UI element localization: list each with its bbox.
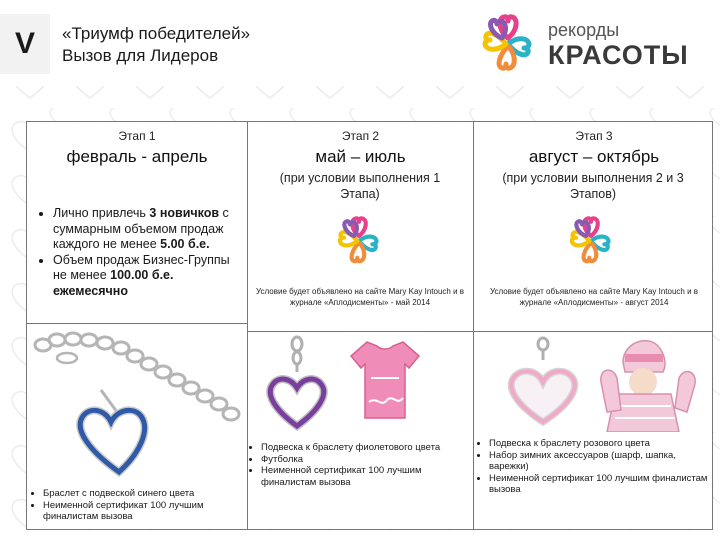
prize-item: • Браслет с подвеской синего цвета <box>43 488 243 500</box>
stages-table <box>26 121 713 530</box>
bracelet-blue-heart-image <box>31 330 243 478</box>
stage-2-prizes <box>249 442 469 488</box>
stage-2-period: май – июль <box>315 147 406 166</box>
page-subtitle: Вызов для Лидеров <box>62 46 219 65</box>
stage-1-requirements <box>31 206 243 299</box>
stage-1-period: февраль - апрель <box>66 147 208 166</box>
prize-item: • Футболка <box>261 454 469 466</box>
pink-heart-charm-image <box>489 336 597 428</box>
requirement-item: • Лично привлечь 3 новичков с суммарным объемом продаж каждого не менее 5.00 б.е. <box>53 206 243 253</box>
prize-item: • Подвеска к браслету розового цвета <box>489 438 709 450</box>
requirement-item: • Объем продаж Бизнес-Группы не менее 100.00 б.е. ежемесячно <box>53 253 243 300</box>
hearts-flower-logo-icon <box>472 8 544 80</box>
logo-text-bottom: КРАСОТЫ <box>548 40 689 70</box>
stage-3-period: август – октябрь <box>528 147 660 166</box>
stage-1-label: Этап 1 <box>118 129 156 143</box>
stage-3-prizes <box>477 438 709 496</box>
stage-2-label: Этап 2 <box>341 129 380 143</box>
prize-item: • Неименной сертификат 100 лучшим финалистам вызова <box>43 500 243 523</box>
stage-2-note: Условие будет объявлено на сайте Mary Kay Intouch и в журнале «Аплодисменты» - май 2014 <box>255 287 465 307</box>
purple-heart-charm-image <box>257 334 357 434</box>
stage-1-prizes <box>31 488 243 523</box>
header <box>0 0 720 86</box>
stage-3-condition: (при условии выполнения 2 и 3 Этапов) <box>502 171 684 201</box>
prize-item: • Неименной сертификат 100 лучшим финалистам вызова <box>261 465 469 488</box>
hearts-flower-icon <box>561 210 621 272</box>
prize-item: • Набор зимних аксессуаров (шарф, шапка, варежки) <box>489 450 709 473</box>
stage-3-note: Условие будет объявлено на сайте Mary Kay Intouch и в журнале «Аплодисменты» - август 2014 <box>489 287 699 307</box>
stage-2-condition: (при условии выполнения 1 Этапа) <box>279 171 441 201</box>
prize-item: • Подвеска к браслету фиолетового цвета <box>261 442 469 454</box>
section-number: V <box>0 14 50 74</box>
pink-tshirt-image <box>347 338 423 422</box>
stage-3-label: Этап 3 <box>575 129 613 143</box>
hearts-flower-icon <box>329 210 389 272</box>
page-title: «Триумф победителей» <box>62 24 251 43</box>
winter-accessories-image <box>595 332 705 432</box>
logo-text-top: рекорды <box>548 20 620 40</box>
prize-item: • Неименной сертификат 100 лучшим финалистам вызова <box>489 473 709 496</box>
